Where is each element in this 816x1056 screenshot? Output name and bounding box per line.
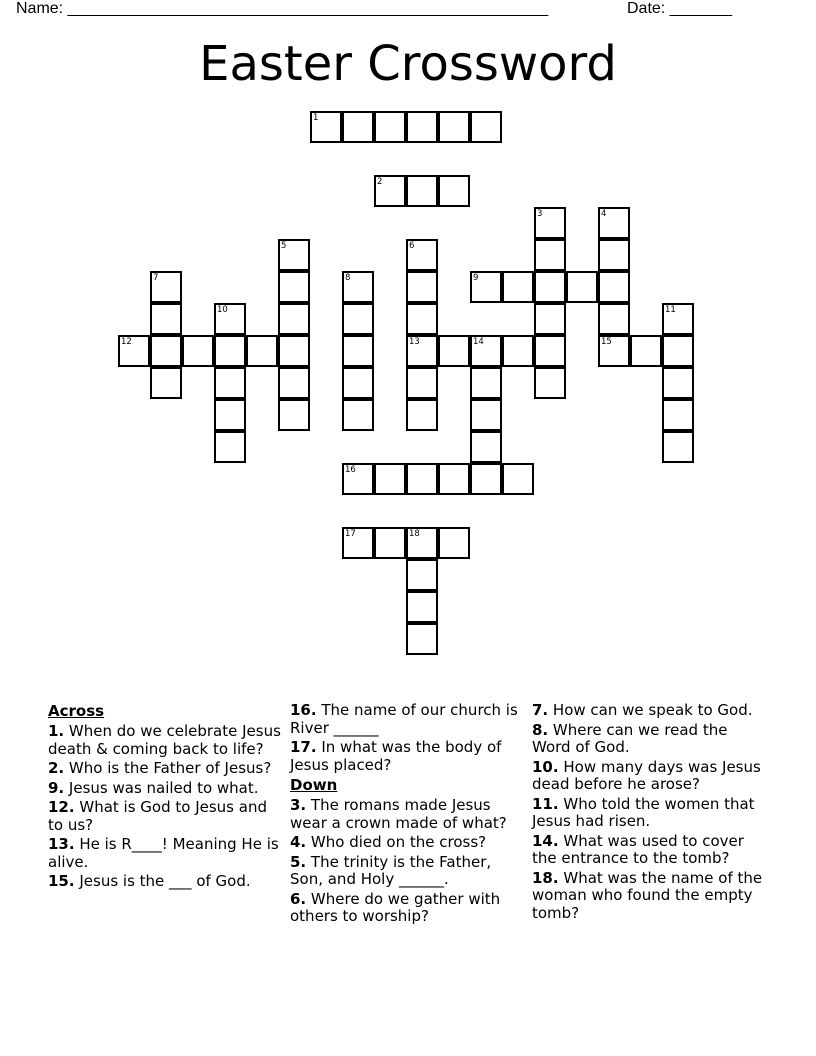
crossword-cell[interactable]: [470, 463, 502, 495]
clue-number: 14.: [532, 831, 559, 850]
crossword-cell[interactable]: [438, 527, 470, 559]
crossword-cell[interactable]: [374, 463, 406, 495]
clue-column-3: [532, 702, 768, 924]
crossword-cell[interactable]: [374, 175, 406, 207]
down-clue: [532, 722, 768, 757]
crossword-cell[interactable]: [662, 335, 694, 367]
clue-number: 13.: [48, 835, 75, 853]
crossword-cell[interactable]: [502, 463, 534, 495]
clue-number-label: 5: [281, 241, 287, 251]
down-clue: [532, 833, 768, 868]
crossword-cell[interactable]: [598, 207, 630, 239]
crossword-cell[interactable]: [342, 527, 374, 559]
across-heading: Across: [48, 702, 105, 720]
crossword-cell[interactable]: [598, 335, 630, 367]
clue-number-label: 15: [601, 337, 612, 347]
clue-number-label: 13: [409, 337, 420, 347]
crossword-cell[interactable]: [438, 175, 470, 207]
clue-text: What was used to cover the entrance to the tomb?: [532, 831, 744, 867]
clue-number: 18.: [532, 868, 559, 887]
down-clue: [532, 759, 768, 794]
crossword-cell[interactable]: [406, 591, 438, 623]
clue-number: 6.: [290, 889, 307, 908]
crossword-cell[interactable]: [470, 111, 502, 143]
across-clue: [48, 780, 284, 798]
crossword-cell[interactable]: [374, 111, 406, 143]
clue-number: 1.: [48, 722, 65, 740]
crossword-cell[interactable]: [246, 335, 278, 367]
clue-number: 3.: [290, 796, 307, 814]
crossword-cell[interactable]: [278, 399, 310, 431]
clue-text: What is God to Jesus and to us?: [48, 798, 267, 834]
crossword-cell[interactable]: [342, 399, 374, 431]
crossword-cell[interactable]: [438, 335, 470, 367]
clue-text: Who told the women that Jesus had risen.: [532, 794, 755, 830]
date-field[interactable]: Date: _______: [627, 0, 732, 17]
crossword-cell[interactable]: [214, 399, 246, 431]
crossword-cell[interactable]: [406, 367, 438, 399]
clue-number-label: 10: [217, 305, 228, 315]
crossword-cell[interactable]: [502, 271, 534, 303]
down-clue: [290, 834, 526, 852]
clue-number: 16.: [290, 701, 317, 719]
clue-text: Who is the Father of Jesus?: [68, 759, 272, 777]
clue-number-label: 3: [537, 209, 543, 219]
crossword-cell[interactable]: [630, 335, 662, 367]
crossword-cell[interactable]: [534, 271, 566, 303]
clue-text: Where do we gather with others to worship?: [290, 889, 501, 925]
crossword-cell[interactable]: [278, 335, 310, 367]
crossword-cell[interactable]: [406, 335, 438, 367]
crossword-cell[interactable]: [150, 271, 182, 303]
crossword-cell[interactable]: [342, 463, 374, 495]
clue-number: 8.: [532, 720, 549, 739]
across-clue: [48, 799, 284, 834]
crossword-cell[interactable]: [662, 367, 694, 399]
down-clue: [290, 797, 526, 832]
clue-text: The name of our church is River ______: [290, 701, 518, 737]
crossword-cell[interactable]: [278, 303, 310, 335]
crossword-cell[interactable]: [534, 335, 566, 367]
across-clue: [48, 873, 284, 891]
clue-number-label: 7: [153, 273, 159, 283]
clue-number-label: 4: [601, 209, 607, 219]
clue-number-label: 8: [345, 273, 351, 283]
crossword-cell[interactable]: [406, 303, 438, 335]
clue-number: 9.: [48, 778, 65, 797]
crossword-cell[interactable]: [470, 335, 502, 367]
crossword-cell[interactable]: [406, 559, 438, 591]
clue-number: 10.: [532, 757, 559, 776]
crossword-cell[interactable]: [662, 431, 694, 463]
clue-text: How can we speak to God.: [552, 701, 753, 719]
clue-number-label: 14: [473, 337, 484, 347]
clue-number: 12.: [48, 798, 75, 816]
clue-text: Who died on the cross?: [310, 833, 487, 851]
clue-number: 2.: [48, 759, 65, 777]
clue-number-label: 6: [409, 241, 415, 251]
clue-number-label: 9: [473, 273, 479, 283]
clue-text: What was the name of the woman who found the empty tomb?: [532, 868, 763, 922]
crossword-cell[interactable]: [278, 239, 310, 271]
crossword-cell[interactable]: [534, 207, 566, 239]
crossword-cell[interactable]: [374, 527, 406, 559]
crossword-cell[interactable]: [598, 303, 630, 335]
crossword-cell[interactable]: [406, 623, 438, 655]
down-clue: [532, 702, 768, 720]
across-clue: [48, 723, 284, 758]
crossword-cell[interactable]: [214, 335, 246, 367]
crossword-cell[interactable]: [470, 399, 502, 431]
clue-number-label: 18: [409, 529, 420, 539]
down-clue: [290, 854, 526, 889]
crossword-cell[interactable]: [406, 463, 438, 495]
crossword-cell[interactable]: [310, 111, 342, 143]
clue-number-label: 2: [377, 177, 383, 187]
crossword-cell[interactable]: [598, 239, 630, 271]
name-field[interactable]: Name: ______________________________________________________: [16, 0, 549, 17]
down-clue: [290, 891, 526, 926]
down-clue: [532, 870, 768, 923]
clue-number: 7.: [532, 701, 549, 719]
crossword-cell[interactable]: [278, 271, 310, 303]
crossword-cell[interactable]: [342, 111, 374, 143]
crossword-cell[interactable]: [214, 367, 246, 399]
crossword-cell[interactable]: [182, 335, 214, 367]
crossword-cell[interactable]: [406, 239, 438, 271]
clue-column-2: [290, 702, 526, 928]
clue-text: When do we celebrate Jesus death & coming back to life?: [48, 722, 281, 758]
crossword-cell[interactable]: [502, 335, 534, 367]
crossword-cell[interactable]: [438, 463, 470, 495]
crossword-cell[interactable]: [214, 431, 246, 463]
down-heading: Down: [290, 776, 338, 794]
crossword-cell[interactable]: [406, 271, 438, 303]
clue-number: 15.: [48, 872, 75, 890]
clue-text: Jesus is the ___ of God.: [79, 872, 251, 890]
clue-text: The romans made Jesus wear a crown made of what?: [290, 796, 507, 832]
across-clue: [48, 760, 284, 778]
page-title: Easter Crossword: [199, 36, 617, 92]
crossword-cell[interactable]: [406, 399, 438, 431]
crossword-cell[interactable]: [150, 303, 182, 335]
crossword-cell[interactable]: [150, 335, 182, 367]
crossword-cell[interactable]: [534, 239, 566, 271]
crossword-cell[interactable]: [406, 111, 438, 143]
clue-number-label: 11: [665, 305, 676, 315]
crossword-cell[interactable]: [470, 367, 502, 399]
crossword-cell[interactable]: [534, 303, 566, 335]
clue-text: He is R____! Meaning He is alive.: [48, 835, 279, 871]
crossword-cell[interactable]: [662, 303, 694, 335]
clue-text: The trinity is the Father, Son, and Holy ______.: [290, 852, 492, 888]
crossword-cell[interactable]: [470, 271, 502, 303]
across-clue: [290, 739, 526, 774]
across-clue: [290, 702, 526, 737]
crossword-cell[interactable]: [534, 367, 566, 399]
clue-column-1: [48, 702, 284, 893]
clue-text: Where can we read the Word of God.: [532, 720, 728, 756]
clue-number-label: 17: [345, 529, 356, 539]
crossword-cell[interactable]: [406, 527, 438, 559]
crossword-cell[interactable]: [118, 335, 150, 367]
crossword-cell[interactable]: [342, 367, 374, 399]
clue-number: 5.: [290, 852, 307, 871]
crossword-cell[interactable]: [214, 303, 246, 335]
clue-number-label: 12: [121, 337, 132, 347]
crossword-cell[interactable]: [342, 303, 374, 335]
across-clue: [48, 836, 284, 871]
crossword-cell[interactable]: [662, 399, 694, 431]
clue-text: How many days was Jesus dead before he arose?: [532, 757, 761, 793]
crossword-cell[interactable]: [342, 271, 374, 303]
crossword-cell[interactable]: [342, 335, 374, 367]
clue-text: Jesus was nailed to what.: [68, 778, 259, 797]
crossword-cell[interactable]: [406, 175, 438, 207]
clue-number-label: 1: [313, 113, 319, 123]
crossword-cell[interactable]: [150, 367, 182, 399]
crossword-cell[interactable]: [470, 431, 502, 463]
crossword-cell[interactable]: [278, 367, 310, 399]
clue-number: 17.: [290, 738, 317, 756]
clue-number-label: 16: [345, 465, 356, 475]
down-clue: [532, 796, 768, 831]
clue-number: 11.: [532, 794, 559, 813]
clue-text: In what was the body of Jesus placed?: [290, 738, 502, 774]
crossword-cell[interactable]: [566, 271, 598, 303]
clue-number: 4.: [290, 833, 307, 851]
crossword-cell[interactable]: [438, 111, 470, 143]
crossword-cell[interactable]: [598, 271, 630, 303]
